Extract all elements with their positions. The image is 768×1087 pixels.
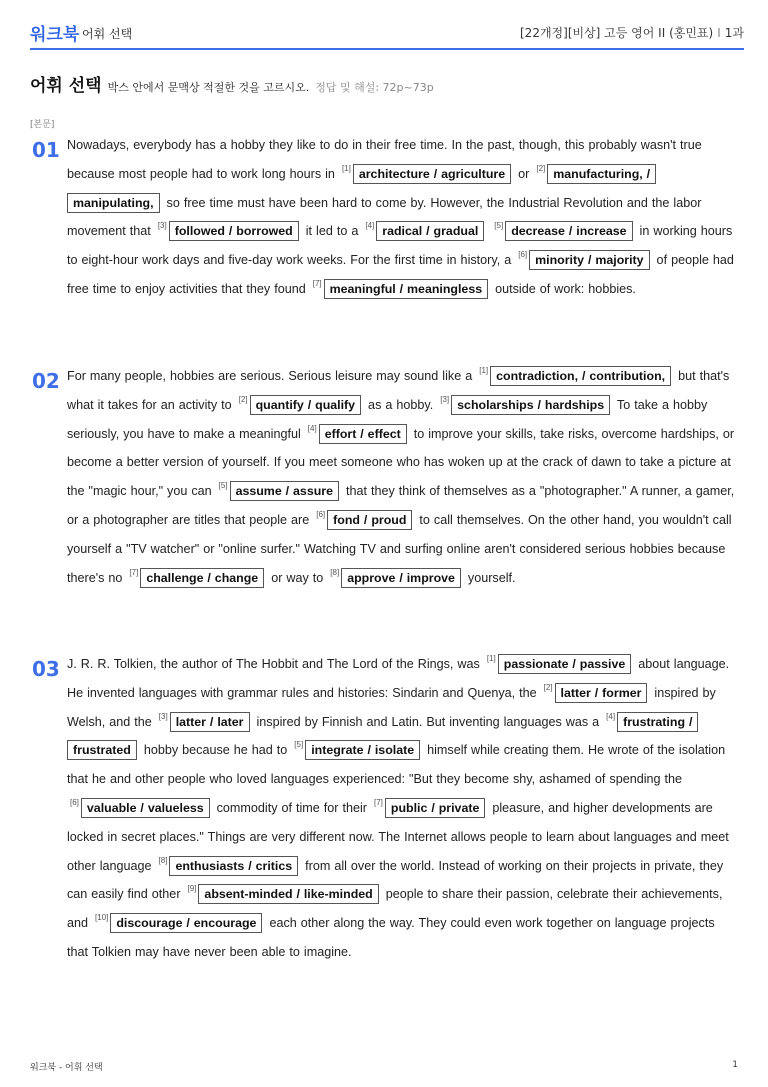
header-separator: I <box>717 26 721 40</box>
choice-box[interactable]: effort / effect <box>319 424 407 444</box>
choice-box[interactable]: enthusiasts / critics <box>169 856 298 876</box>
choice-box[interactable]: latter / former <box>555 683 648 703</box>
choice-box[interactable]: challenge / change <box>140 568 264 588</box>
passage-text: or way to <box>267 570 328 585</box>
choice-box[interactable]: integrate / isolate <box>305 740 420 760</box>
question-number: 02 <box>32 369 60 393</box>
vocab-choice-blank <box>371 797 488 815</box>
blank-number: [7] <box>129 567 139 577</box>
passage-text: himself while creating them. He wrote of the isolation that he and other people who loved languages experienced: "But they become shy, ashamed of spending the <box>67 743 726 787</box>
vocab-choice-blank <box>155 221 302 239</box>
choice-box[interactable]: valuable / valueless <box>81 798 210 818</box>
choice-box[interactable]: decrease / increase <box>505 221 632 241</box>
passage-text: yourself. <box>463 570 516 585</box>
passage-text: outside of work: hobbies. <box>491 281 636 296</box>
instruction-text: 박스 안에서 문맥상 적절한 것을 고르시오. <box>107 81 310 94</box>
footer-title: 워크북 - 어휘 선택 <box>30 1063 103 1073</box>
blank-number: [4] <box>365 221 375 231</box>
page-number: 1 <box>732 1060 738 1070</box>
blank-number: [7] <box>374 797 383 807</box>
blank-number: [6] <box>316 509 326 519</box>
blank-number: [3] <box>158 711 168 721</box>
blank-number: [4] <box>307 423 317 433</box>
choice-box[interactable]: latter / later <box>170 712 250 732</box>
choice-box[interactable]: followed / borrowed <box>169 221 299 241</box>
choice-box[interactable]: scholarships / hardships <box>451 395 610 415</box>
blank-number: [1] <box>341 163 351 173</box>
passage-text: inspired by Finnish and Latin. But inventing languages was a <box>252 714 604 729</box>
passage-text: about language. He invented languages with grammar rules and histories: Sindarin and Quenya, the <box>67 657 730 700</box>
passage-text: in working hours to eight-hour work days and five-day work weeks. For the first time in history, a <box>67 224 733 268</box>
vocab-choice-blank <box>484 654 634 671</box>
passage-text: that they think of themselves as a "photographer." A runner, a gamer, or a photographer are titles that people are <box>67 484 735 527</box>
passage-text: hobby because he had to <box>139 743 292 758</box>
blank-number: [5] <box>294 740 304 750</box>
choice-box[interactable]: discourage / encourage <box>110 913 262 933</box>
blank-number: [2] <box>536 163 546 173</box>
choice-box[interactable]: architecture / agriculture <box>353 164 511 184</box>
page-title-line <box>30 71 434 96</box>
choice-box[interactable]: radical / gradual <box>376 221 484 241</box>
blank-number: [6] <box>70 797 79 807</box>
vocab-choice-blank <box>476 366 674 383</box>
vocab-choice-blank <box>339 163 514 181</box>
choice-box[interactable]: approve / improve <box>341 568 461 588</box>
vocab-choice-blank <box>92 913 265 931</box>
passage-text: to call themselves. On the other hand, you wouldn't call yourself a "TV watcher" or "online surfer." Watching TV and surfing online aren't considered serious hobbies because there's no <box>67 512 732 585</box>
vocab-choice-blank <box>67 797 213 815</box>
passage-text: inspired by Welsh, and the <box>67 685 716 729</box>
passage-text: from all over the world. Instead of working on their projects in private, they can easily find other <box>67 858 724 902</box>
page-title: 어휘 선택 <box>30 76 102 96</box>
vocab-choice-blank <box>515 250 652 268</box>
choice-box[interactable]: meaningful / meaningless <box>324 279 488 299</box>
vocab-choice-blank <box>310 278 491 296</box>
page-header <box>30 20 744 50</box>
section-label: [본문] <box>30 120 55 130</box>
passage-text: to improve your skills, take risks, overcome hardships, or become a better version of yourself. If you meet someone who has woken up at the crack of dawn to take a picture at the "magic hour," you can <box>67 426 735 499</box>
blank-number: [2] <box>543 682 553 692</box>
passage-text: For many people, hobbies are serious. Serious leisure may sound like a <box>67 369 477 383</box>
blank-number: [1] <box>479 366 489 375</box>
header-course-info <box>520 24 744 41</box>
choice-box[interactable]: fond / proud <box>327 510 412 530</box>
vocab-choice-blank <box>313 509 415 527</box>
choice-box[interactable]: minority / majority <box>529 250 649 270</box>
vocab-choice-blank <box>541 682 651 700</box>
blank-number: [4] <box>606 711 616 721</box>
passage-text: of people had free time to enjoy activities that they found <box>67 253 734 296</box>
choice-box[interactable]: public / private <box>385 798 485 818</box>
vocab-choice-blank <box>216 481 342 499</box>
choice-box[interactable]: quantify / qualify <box>250 395 361 415</box>
passage-text: Nowadays, everybody has a hobby they like to do in their free time. In the past, though, this probably wasn't true because most people had to work long hours in <box>67 138 702 181</box>
vocab-choice-blank <box>362 221 487 239</box>
choice-box[interactable]: manufacturing, / manipulating, <box>67 164 656 213</box>
passage-text: it led to a <box>301 224 363 239</box>
choice-box[interactable]: passionate / passive <box>498 654 632 674</box>
blank-number: [5] <box>218 481 228 491</box>
passage-text: J. R. R. Tolkien, the author of The Hobbit and The Lord of the Rings, was <box>67 657 484 671</box>
choice-box[interactable]: frustrating / frustrated <box>67 712 698 761</box>
vocab-choice-blank <box>291 740 423 758</box>
vocab-choice-blank <box>156 711 253 729</box>
passage-text: as a hobby. <box>364 397 438 412</box>
question-number: 03 <box>32 657 60 681</box>
passage-text: each other along the way. They could even work together on language projects that Tolkien may have never been able to imagine. <box>67 916 715 959</box>
question-number: 01 <box>32 138 60 162</box>
passage-text: people to share their passion, celebrate their achievements, and <box>67 887 723 931</box>
vocab-choice-blank <box>126 567 267 585</box>
blank-number: [5] <box>494 221 504 231</box>
blank-number: [8] <box>330 567 340 577</box>
blank-number: [8] <box>158 855 168 865</box>
lesson-label: 1과 <box>724 26 744 40</box>
vocab-choice-blank <box>327 567 464 585</box>
choice-box[interactable]: absent-minded / like-minded <box>198 884 378 904</box>
vocab-choice-blank <box>156 855 302 873</box>
blank-number: [6] <box>518 250 528 260</box>
passage-text: so free time must have been hard to come by. However, the Industrial Revolution and the labor movement that <box>67 195 702 239</box>
vocab-choice-blank <box>185 884 382 902</box>
vocab-choice-blank <box>491 221 635 239</box>
blank-number: [9] <box>187 884 197 894</box>
course-title: [22개정][비상] 고등 영어 II (홍민표) <box>520 26 714 40</box>
blank-number: [3] <box>440 394 450 404</box>
vocab-choice-blank <box>236 394 364 412</box>
choice-box[interactable]: contradiction, / contribution, <box>490 366 671 386</box>
blank-number: [2] <box>238 394 248 404</box>
blank-number: [1] <box>486 654 496 663</box>
header-subtitle: 어휘 선택 <box>82 27 133 41</box>
passage-text: but that's what it takes for an activity to <box>67 369 730 412</box>
passage-text: pleasure, and higher developments are locked in secret places." Things are very different now. The Internet allows people to learn about languages and meet other language <box>67 800 729 873</box>
passage-text: To take a hobby seriously, you have to make a meaningful <box>67 397 708 441</box>
answer-reference: 정답 및 해설: 72p~73p <box>315 81 434 94</box>
passage-text: commodity of time for their <box>212 800 371 815</box>
choice-box[interactable]: assume / assure <box>230 481 339 501</box>
vocab-choice-blank <box>305 423 410 441</box>
vocab-choice-blank <box>437 394 613 412</box>
passage-01 <box>67 131 737 304</box>
brand-title: 워크북 <box>30 25 80 45</box>
blank-number: [3] <box>157 221 167 231</box>
blank-number: [7] <box>312 278 322 288</box>
passage-02 <box>67 362 737 592</box>
passage-03 <box>67 650 737 967</box>
blank-number: [10] <box>95 913 109 923</box>
passage-text: or <box>514 166 534 181</box>
